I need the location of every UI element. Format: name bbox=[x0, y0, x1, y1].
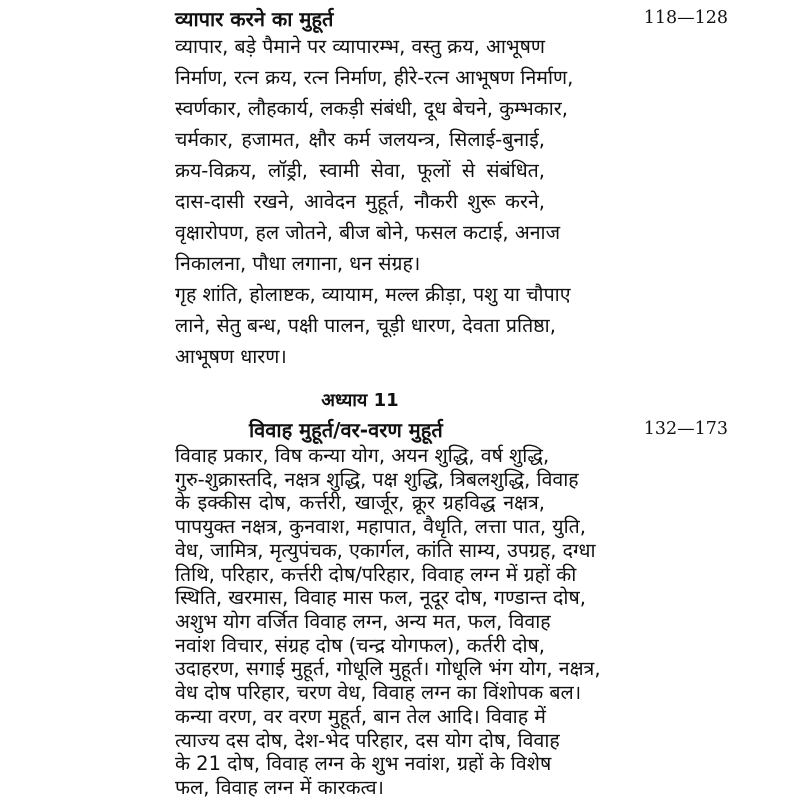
text-line: स्थिति, खरमास, विवाह मास फल, नूदूर दोष, गण्डान्त दोष, bbox=[175, 586, 586, 610]
chapter-label: अध्याय 11 bbox=[321, 390, 399, 411]
text-line: निकालना, पौधा लगाना, धन संग्रह। bbox=[175, 252, 421, 275]
text-line: वेध, जामित्र, मृत्युपंचक, एकार्गल, कांति साम्य, उपग्रह, दग्धा bbox=[175, 538, 596, 562]
text-line: क्रय-विक्रय, लॉड्री, स्वामी सेवा, फूलों से संबंधित, bbox=[175, 159, 545, 182]
text-line: विवाह प्रकार, विष कन्या योग, अयन शुद्धि, वर्ष शुद्धि, bbox=[175, 444, 550, 467]
text-line: वृक्षारोपण, हल जोतने, बीज बोने, फसल कटाई, अनाज bbox=[175, 221, 561, 244]
section-page-range-vyapar: 118—128 bbox=[643, 8, 728, 28]
text-line: पापयुक्त नक्षत्र, कुनवाश, महापात, वैधृति, लत्ता पात, युति, bbox=[175, 515, 586, 539]
text-line: के 21 दोष, विवाह लग्न के शुभ नवांश, ग्रहों के विशेष bbox=[175, 752, 552, 776]
text-line: स्वर्णकार, लौहकार्य, लकड़ी संबंधी, दूध बेचने, कुम्भकार, bbox=[175, 97, 568, 120]
text-line: लाने, सेतु बन्ध, पक्षी पालन, चूड़ी धारण, देवता प्रतिष्ठा, bbox=[175, 314, 556, 337]
text-line: दास-दासी रखने, आवेदन मुहूर्त, नौकरी शुरू करने, bbox=[175, 190, 545, 213]
text-line: व्यापार, बड़े पैमाने पर व्यापारम्भ, वस्तु क्रय, आभूषण bbox=[175, 35, 545, 58]
text-line: निर्माण, रत्न क्रय, रत्न निर्माण, हीरे-रत्न आभूषण निर्माण, bbox=[175, 66, 574, 89]
text-line: कन्या वरण, वर वरण मुहूर्त, बान तेल आदि। विवाह में bbox=[175, 704, 546, 728]
text-line: गृह शांति, होलाष्टक, व्यायाम, मल्ल क्रीड़ा, पशु या चौपाए bbox=[175, 283, 571, 306]
text-line: के इक्कीस दोष, कर्त्तरी, खार्जूर, क्रूर ग्रहविद्ध नक्षत्र, bbox=[175, 491, 545, 515]
text-line: आभूषण धारण। bbox=[175, 345, 287, 368]
text-line: गुरु-शुक्रास्तदि, नक्षत्र शुद्धि, पक्ष शुद्धि, त्रिबलशुद्धि, विवाह bbox=[175, 467, 579, 491]
text-line: अशुभ योग वर्जित विवाह लग्न, अन्य मत, फल, विवाह bbox=[175, 610, 551, 633]
text-line: नवांश विचार, संग्रह दोष (चन्द्र योगफल), कर्तरी दोष, bbox=[175, 633, 545, 657]
section-page-range-vivah: 132—173 bbox=[643, 419, 728, 439]
text-line: त्याज्य दस दोष, देश-भेद परिहार, दस योग दोष, विवाह bbox=[175, 728, 560, 752]
section-heading-vyapar: व्यापार करने का मुहूर्त bbox=[175, 7, 334, 31]
text-line: तिथि, परिहार, कर्त्तरी दोष/परिहार, विवाह लग्न में ग्रहों की bbox=[175, 562, 577, 586]
text-line: वेध दोष परिहार, चरण वेध, विवाह लग्न का विंशोपक बल। bbox=[175, 681, 582, 705]
text-line: चर्मकार, हजामत, क्षौर कर्म जलयन्त्र, सिलाई-बुनाई, bbox=[175, 128, 545, 151]
text-line: उदाहरण, सगाई मुहूर्त, गोधूलि मुहूर्त। गोधूलि भंग योग, नक्षत्र, bbox=[175, 657, 601, 681]
section-heading-vivah: विवाह मुहूर्त/वर-वरण मुहूर्त bbox=[249, 418, 443, 442]
text-line: फल, विवाह लग्न में कारकत्व। bbox=[175, 776, 384, 799]
